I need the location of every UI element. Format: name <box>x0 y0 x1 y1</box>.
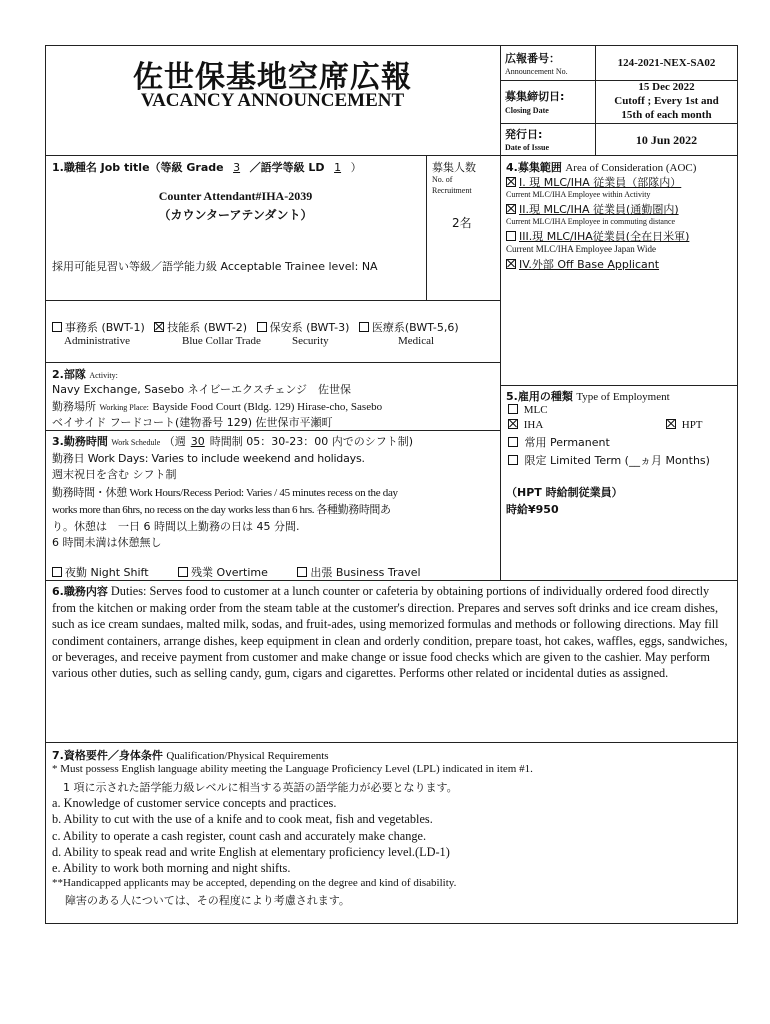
aoc-title <box>506 159 696 175</box>
employment-title-jp: 5.雇用の種類 <box>506 390 573 403</box>
job-title-text: 1.職種名 Job title（等級 Grade <box>52 161 224 174</box>
schedule-week-suffix: 時間制 05：30-23：00 内でのシフト制) <box>209 435 413 448</box>
permanent-label: 常用 Permanent <box>524 436 610 449</box>
aoc-title-en: Area of Consideration (AOC) <box>565 162 697 174</box>
qual-note2-jp: 障害のある人については、その程度により考慮されます。 <box>65 894 350 907</box>
schedule-week-prefix: （週 <box>163 435 186 448</box>
qual-title-jp: 7.資格要件／身体条件 <box>52 749 163 762</box>
category-medical[interactable] <box>359 321 459 334</box>
iha-option[interactable] <box>508 419 543 431</box>
qual-note1-jp: 1 項に示された語学能力級レベルに相当する英語の語学能力が必要となります。 <box>63 781 458 794</box>
qual-item-d: d. Ability to speak read and write English at elementary proficiency level.(LD-1) <box>52 844 450 859</box>
issue-date: 10 Jun 2022 <box>635 133 698 147</box>
employment-title <box>506 388 670 404</box>
duties-title: 6.職務内容 <box>52 585 108 598</box>
trainee-level: 採用可能見習い等級／語学能力級 Acceptable Trainee level: NA <box>52 260 378 273</box>
aoc-item-1-label: I. 現 MLC/IHA 従業員（部隊内） <box>519 176 682 189</box>
duties-text: Duties: Serves food to customer at a lunch counter or cafeteria by obtaining portions of individually ordered food directly from the kitchen or making order from the steam table at the customer's direction. Prepares and serves soft drinks and ice cream dishes, such as ice cream sundaes, malted milk, sodas, and fruit-ades, using memorized formulas and methods or following directions. May fill condiment containers, arrange dishes, keep equipment in clean and orderly condition, prepare toast, hot cakes, waffles, eggs, sandwiches, or beverages, and receive payment from customer and make change or issue food checks which are given to the cashier. May perform various other duties, such as selling candy, gum, cigars and cigarettes. Performs other related or incidental duties as assigned. <box>52 584 728 681</box>
recruit-label-en2: Recruitment <box>432 186 472 195</box>
job-name-jp: （カウンターアテンダント） <box>158 208 313 222</box>
recess-line4: 6 時間未満は休憩無し <box>52 536 162 549</box>
qual-title <box>52 747 329 763</box>
checkbox-icon <box>508 404 518 414</box>
announcement-no: 124-2021-NEX-SA02 <box>617 57 716 69</box>
category-admin-en: Administrative <box>64 335 130 347</box>
activity-title-jp: 2.部隊 <box>52 368 86 381</box>
category-admin-label: 事務系 (BWT-1) <box>65 321 145 334</box>
aoc-item-2-sub: Current MLC/IHA Employee in commuting distance <box>506 217 676 226</box>
category-security-label: 保安系 (BWT-3) <box>269 321 350 334</box>
checkbox-icon <box>52 322 62 332</box>
work-place-label-en: Working Place: <box>99 403 149 412</box>
schedule-title-jp: 3.勤務時間 <box>52 435 108 448</box>
aoc-list <box>506 174 734 272</box>
qual-item-e: e. Ability to work both morning and night shifts. <box>52 861 291 876</box>
aoc-item-4[interactable] <box>506 256 734 272</box>
hpt-option[interactable] <box>666 419 703 431</box>
hpt-note: （HPT 時給制従業員） <box>506 486 623 499</box>
recruit-label-en1: No. of <box>432 175 453 184</box>
ld-value: 1 <box>334 161 342 174</box>
aoc-item-1-sub: Current MLC/IHA Employee within Activity <box>506 190 651 199</box>
mlc-option[interactable] <box>508 404 548 416</box>
work-place-value: Bayside Food Court (Bldg. 129) Hirase-cho, Sasebo <box>152 401 383 413</box>
closing-date-label: 募集締切日: <box>505 90 565 103</box>
limited-label: 限定 Limited Term (__ヵ月 Months) <box>524 454 710 467</box>
checkbox-icon <box>257 322 267 332</box>
night-shift-option[interactable] <box>52 566 149 579</box>
qual-item-a: a. Knowledge of customer service concepts and practices. <box>52 796 337 810</box>
schedule-hours: 30 <box>190 435 205 448</box>
shift-options <box>52 564 421 580</box>
recess-line3: り。休憩は 一日 6 時間以上勤務の日は 45 分間. <box>52 520 300 533</box>
checkbox-icon <box>178 567 188 577</box>
job-name-en: Counter Attendant#IHA-2039 <box>158 189 313 203</box>
issue-date-label: 発行日: <box>505 128 543 141</box>
checkbox-icon <box>52 567 62 577</box>
qual-note2: **Handicapped applicants may be accepted, depending on the degree and kind of disability. <box>52 877 457 889</box>
announcement-no-label-en: Announcement No. <box>505 67 568 76</box>
schedule-title-en: Work Schedule <box>111 438 161 447</box>
checked-box-icon <box>506 259 516 269</box>
travel-option[interactable] <box>297 566 420 579</box>
aoc-item-3-sub: Current MLC/IHA Employee Japan Wide <box>506 244 656 254</box>
activity-line3: ベイサイド フードコート(建物番号 129) 佐世保市平瀬町 <box>52 416 333 429</box>
aoc-item-3-label: III.現 MLC/IHA従業員(全在日米軍) <box>519 230 690 243</box>
closing-date-3: 15th of each month <box>621 109 712 121</box>
aoc-item-3[interactable] <box>506 228 734 244</box>
hpt-label: HPT <box>681 419 703 431</box>
qual-item-b: b. Ability to cut with the use of a knife and to cook meat, fish and vegetables. <box>52 812 433 827</box>
qual-note1: * Must possess English language ability meeting the Language Proficiency Level (LPL) indicated in item #1. <box>52 763 533 775</box>
ld-label: ／語学等級 LD <box>249 161 325 174</box>
title-en: VACANCY ANNOUNCEMENT <box>140 90 405 111</box>
overtime-label: 残業 Overtime <box>191 566 268 579</box>
qual-item-c: c. Ability to operate a cash register, count cash and accurately make change. <box>52 828 427 843</box>
recruit-count: 2名 <box>452 216 472 230</box>
activity-line1: Navy Exchange, Sasebo ネイビーエクスチェンジ 佐世保 <box>52 383 352 396</box>
closing-date-1: 15 Dec 2022 <box>638 81 695 93</box>
checked-box-icon <box>154 322 164 332</box>
recess-line2: works more than 6hrs, no recess on the day works less than 6 hrs. 各種勤務時間あ <box>52 504 391 516</box>
limited-option[interactable] <box>508 452 710 468</box>
category-bluecollar[interactable] <box>154 321 247 334</box>
work-place-label-jp: 勤務場所 <box>52 400 96 413</box>
night-shift-label: 夜勤 Night Shift <box>65 566 149 579</box>
employment-title-en: Type of Employment <box>576 391 670 403</box>
aoc-item-2-label: II.現 MLC/IHA 従業員(通勤圏内) <box>519 203 679 216</box>
aoc-item-1[interactable] <box>506 174 734 190</box>
closing-date-2: Cutoff ; Every 1st and <box>614 95 719 107</box>
checked-box-icon <box>666 419 676 429</box>
qual-items <box>52 795 450 876</box>
activity-title-en: Activity: <box>89 371 118 380</box>
work-days-jp: 週末祝日を含む シフト制 <box>52 468 177 481</box>
category-bluecollar-en: Blue Collar Trade <box>182 335 261 347</box>
category-security[interactable] <box>257 321 350 334</box>
checked-box-icon <box>506 204 516 214</box>
aoc-item-4-label: IV.外部 Off Base Applicant <box>519 258 660 271</box>
category-medical-en: Medical <box>398 335 435 347</box>
category-medical-label: 医療系(BWT-5,6) <box>371 321 459 334</box>
mlc-label: MLC <box>523 404 548 416</box>
announcement-no-label: 広報番号： <box>505 52 560 65</box>
checkbox-icon <box>297 567 307 577</box>
issue-date-label-en: Date of Issue <box>505 143 549 152</box>
paren-close: ） <box>350 161 362 174</box>
aoc-item-2[interactable] <box>506 201 734 217</box>
grade-value: 3 <box>233 161 241 174</box>
aoc-title-jp: 4.募集範囲 <box>506 161 562 174</box>
permanent-option[interactable] <box>508 434 610 450</box>
work-days: 勤務日 Work Days: Varies to include weekend and holidays. <box>52 452 365 465</box>
activity-line2 <box>52 398 382 414</box>
activity-title <box>52 366 118 382</box>
category-bluecollar-label: 技能系 (BWT-2) <box>167 321 248 334</box>
job-title-label <box>52 159 362 175</box>
checkbox-icon <box>359 322 369 332</box>
overtime-option[interactable] <box>178 566 268 579</box>
recess-line1: 勤務時間・休憩 Work Hours/Recess Period: Varies / 45 minutes recess on the day <box>52 487 398 499</box>
travel-label: 出張 Business Travel <box>310 566 421 579</box>
closing-date-label-en: Closing Date <box>505 106 549 115</box>
checked-box-icon <box>506 177 516 187</box>
checked-box-icon <box>508 419 518 429</box>
category-admin[interactable] <box>52 321 145 334</box>
schedule-title <box>52 433 413 449</box>
iha-label: IHA <box>523 419 544 431</box>
qual-title-en: Qualification/Physical Requirements <box>166 750 329 762</box>
category-security-en: Security <box>292 335 329 347</box>
checkbox-icon <box>508 455 518 465</box>
category-row <box>52 319 459 335</box>
title-jp: 佐世保基地空席広報 <box>133 60 412 95</box>
hourly-wage: 時給¥950 <box>506 503 559 516</box>
duties-section <box>52 583 734 681</box>
checkbox-icon <box>506 231 516 241</box>
recruit-label: 募集人数 <box>432 161 476 174</box>
checkbox-icon <box>508 437 518 447</box>
